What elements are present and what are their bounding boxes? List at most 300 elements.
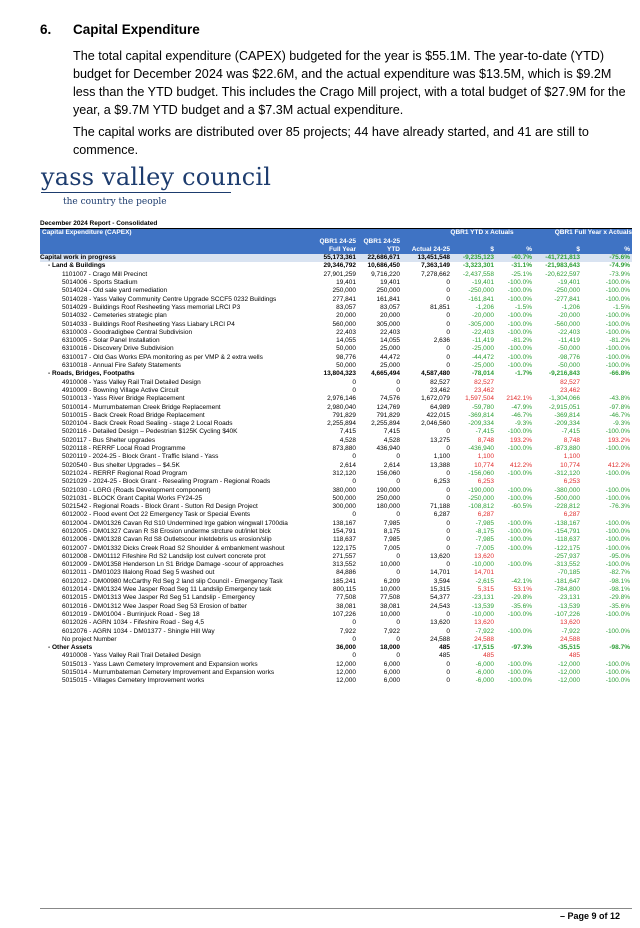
cell-fy: 19,401 (336, 279, 356, 287)
cell-p2: -100.0% (605, 279, 630, 287)
cell-v1: -3,323,301 (462, 262, 494, 270)
cell-ytd: 22,686,671 (367, 254, 400, 262)
cell-v1: 8,748 (477, 436, 494, 444)
cell-label: 6012076 - AGRN 1034 - DM01377 - Shingle Hill Way (62, 627, 215, 635)
cell-label: 6012016 - DM01312 Wee Jasper Road Seg 53 Erosion of batter (62, 602, 247, 610)
cell-v1: -11,419 (472, 337, 494, 345)
cell-v2: -13,539 (557, 602, 580, 610)
cell-fy: 122,175 (332, 544, 356, 552)
cell-act: 0 (446, 353, 450, 361)
cell-fy: 2,976,146 (327, 395, 356, 403)
cell-label: 5014033 - Buildings Roof Resheeting Yass Liabary LRCI P4 (62, 320, 235, 328)
cell-label: 4910008 - Yass Valley Rail Trail Detailed Design (62, 652, 201, 660)
table-row (40, 495, 632, 503)
cell-fy: 50,000 (336, 362, 356, 370)
cell-ytd: 44,472 (380, 353, 400, 361)
cell-fy: 873,880 (332, 445, 356, 453)
cell-ytd: 10,000 (380, 610, 400, 618)
cell-v1: -2,615 (475, 577, 494, 585)
cell-p2: -76.3% (609, 503, 630, 511)
cell-p2: -100.0% (605, 494, 630, 502)
cell-fy: 271,557 (332, 552, 356, 560)
cell-p1: -100.0% (507, 312, 532, 320)
cell-label: 5014024 - Old sale yard remediation (62, 287, 168, 295)
cell-act: 0 (446, 527, 450, 535)
cell-p1: -100.0% (507, 445, 532, 453)
cell-act: 0 (446, 610, 450, 618)
cell-act: 0 (446, 279, 450, 287)
cell-act: 7,363,149 (421, 262, 450, 270)
cell-p1: -100.0% (507, 353, 532, 361)
cell-ytd: 161,841 (376, 295, 400, 303)
cell-act: 81,851 (430, 303, 450, 311)
cell-label: 6310003 - Goodradigbee Central Subdivision (62, 328, 193, 336)
table-row (40, 586, 632, 594)
cell-p1: -40.7% (511, 254, 532, 262)
cell-v1: 10,774 (474, 461, 494, 469)
cell-ytd: 0 (396, 652, 400, 660)
cell-fy: 7,922 (339, 627, 356, 635)
table-band-row (40, 229, 632, 237)
cell-act: 0 (446, 519, 450, 527)
cell-fy: 0 (352, 386, 356, 394)
cell-v1: 24,588 (474, 635, 494, 643)
cell-v2: -9,216,843 (548, 370, 580, 378)
cell-p2: -35.6% (609, 602, 630, 610)
cell-label: 6310018 - Annual Fire Safety Statements (62, 362, 181, 370)
cell-v1: -7,922 (475, 627, 494, 635)
table-row (40, 420, 632, 428)
cell-label: 4910009 - Bowning Village Active Circuit (62, 386, 179, 394)
table-row (40, 470, 632, 478)
cell-act: 0 (446, 362, 450, 370)
col-actual: Actual 24-25 (411, 245, 450, 253)
cell-v2: -560,000 (554, 320, 580, 328)
cell-label: 5014032 - Cemeteries strategic plan (62, 312, 167, 320)
summary-paragraph: The total capital expenditure (CAPEX) budgeted for the year is $55.1M. The year-to-date (YTD) budget for December 2024 was $22.6M, and the actual expenditure was $13.5M, which is $9.2M less than the YTD budget. This includes the Crago Mill project, with a total budget of $27.9M for the year, a $9.7M YTD budget and a $7.3M actual expenditure. (73, 49, 626, 117)
cell-v2: -7,922 (561, 627, 580, 635)
cell-v2: 6,253 (563, 478, 580, 486)
cell-label: 6310016 - Discovery Drive Subdivision (62, 345, 174, 353)
cell-v1: -10,000 (471, 561, 494, 569)
cell-v2: -20,622,597 (545, 270, 580, 278)
cell-v1: -7,415 (475, 428, 494, 436)
cell-p1: -60.5% (511, 503, 532, 511)
section-number: 6. (40, 22, 52, 37)
cell-fy: 55,173,361 (323, 254, 356, 262)
cell-fy: 12,000 (336, 669, 356, 677)
section-title: Capital Expenditure (73, 22, 200, 37)
cell-v2: -1,206 (561, 303, 580, 311)
cell-label: - Other Assets (48, 644, 93, 652)
cell-p2: 193.2% (607, 436, 630, 444)
cell-v2: -312,120 (554, 469, 580, 477)
council-logo (41, 163, 272, 214)
cell-label: 5010013 - Yass River Bridge Replacement (62, 395, 185, 403)
cell-label: 5015013 - Yass Lawn Cemetery Improvement and Expansion works (62, 660, 258, 668)
cell-p2: -100.0% (605, 353, 630, 361)
cell-act: 3,594 (433, 577, 450, 585)
cell-ytd: 6,000 (383, 660, 400, 668)
cell-act: 0 (446, 295, 450, 303)
cell-v1: -6,000 (475, 677, 494, 685)
cell-p1: -100.0% (507, 428, 532, 436)
cell-fy: 83,057 (336, 303, 356, 311)
cell-act: 14,701 (430, 569, 450, 577)
cell-fy: 2,980,040 (327, 403, 356, 411)
cell-v2: 13,620 (560, 619, 580, 627)
cell-v2: -1,304,066 (548, 395, 580, 403)
cell-p2: -100.0% (605, 362, 630, 370)
col-full-year: Full Year (329, 245, 356, 253)
cell-v2: -41,721,813 (545, 254, 580, 262)
logo-tagline: the country the people (63, 197, 167, 207)
cell-ytd: 8,175 (383, 527, 400, 535)
cell-p1: -100.0% (507, 527, 532, 535)
table-row (40, 503, 632, 511)
table-row (40, 594, 632, 602)
cell-act: 0 (446, 469, 450, 477)
cell-p1: -100.0% (507, 494, 532, 502)
cell-act: 0 (446, 494, 450, 502)
cell-fy: 138,167 (332, 519, 356, 527)
cell-fy: 300,000 (332, 503, 356, 511)
table-row (40, 669, 632, 677)
cell-label: 5010015 - Back Creek Road Bridge Replacement (62, 411, 205, 419)
cell-v2: -23,131 (557, 594, 580, 602)
cell-fy: 12,000 (336, 660, 356, 668)
table-row (40, 445, 632, 453)
cell-act: 422,015 (426, 411, 450, 419)
cell-ytd: 250,000 (376, 494, 400, 502)
cell-act: 13,388 (430, 461, 450, 469)
cell-p1: -100.0% (507, 544, 532, 552)
cell-p1: -81.2% (511, 337, 532, 345)
cell-ytd: 38,081 (380, 602, 400, 610)
col-top-ytd: QBR1 24-25 (363, 237, 400, 245)
col-ytd-percent: % (526, 245, 532, 253)
col-ytd-variance: $ (490, 245, 494, 253)
cell-v1: -22,403 (471, 328, 494, 336)
cell-fy: 98,776 (336, 353, 356, 361)
cell-p2: -43.8% (609, 395, 630, 403)
cell-v1: -436,940 (468, 445, 494, 453)
cell-p1: -100.0% (507, 469, 532, 477)
cell-p1: -97.3% (511, 644, 532, 652)
cell-p1: 412.2% (509, 461, 532, 469)
projects-paragraph: The capital works are distributed over 85 projects; 44 have already started, and 41 are still to commence. (73, 125, 589, 157)
table-row (40, 478, 632, 486)
cell-label: 5021542 - Regional Roads - Block Grant - Sutton Rd Design Project (62, 503, 258, 511)
capex-table (40, 220, 632, 686)
cell-v2: -380,000 (554, 486, 580, 494)
cell-v2: 23,462 (560, 386, 580, 394)
cell-act: 0 (446, 345, 450, 353)
cell-fy: 800,115 (332, 586, 356, 594)
cell-v1: -1,206 (475, 303, 494, 311)
cell-v2: -12,000 (557, 660, 580, 668)
cell-v1: -59,780 (471, 403, 494, 411)
cell-label: 6310005 - Solar Panel Installation (62, 337, 160, 345)
cell-ytd: 0 (396, 619, 400, 627)
cell-v1: -10,000 (471, 610, 494, 618)
cell-p1: -100.0% (507, 295, 532, 303)
cell-v1: -161,841 (468, 295, 494, 303)
table-row (40, 296, 632, 304)
cell-ytd: 7,922 (383, 627, 400, 635)
cell-v2: -313,552 (554, 561, 580, 569)
cell-v2: -873,880 (554, 445, 580, 453)
cell-p1: -31.1% (511, 262, 532, 270)
cell-v1: -9,235,123 (462, 254, 494, 262)
cell-label: 5021029 - 2024-25 - Block Grant - Resealing Program - Regional Roads (62, 478, 271, 486)
cell-v2: 82,527 (560, 378, 580, 386)
table-row (40, 603, 632, 611)
cell-label: 5021031 - BLOCK Grant Capital Works FY24-25 (62, 494, 203, 502)
table-row (40, 337, 632, 345)
cell-fy: 791,829 (332, 411, 356, 419)
cell-act: 0 (446, 660, 450, 668)
cell-p2: -100.0% (605, 345, 630, 353)
cell-v2: -500,000 (554, 494, 580, 502)
cell-v1: -8,175 (475, 527, 494, 535)
cell-p2: -66.8% (609, 370, 630, 378)
cell-v1: -25,000 (471, 362, 494, 370)
cell-label: 5015015 - Villages Cemetery Improvement works (62, 677, 205, 685)
cell-fy: 7,415 (339, 428, 356, 436)
cell-v2: -154,791 (554, 527, 580, 535)
cell-p1: -25.1% (511, 270, 532, 278)
cell-ytd: 10,000 (380, 586, 400, 594)
cell-ytd: 0 (396, 386, 400, 394)
column-header-top-row (40, 238, 632, 246)
column-header-row (40, 246, 632, 254)
cell-label: - Roads, Bridges, Footpaths (48, 370, 135, 378)
cell-p2: -100.0% (605, 627, 630, 635)
cell-v1: 14,701 (474, 569, 494, 577)
cell-v2: -98,776 (557, 353, 580, 361)
cell-v2: -20,000 (557, 312, 580, 320)
cell-v2: -107,226 (554, 610, 580, 618)
table-row (40, 379, 632, 387)
cell-act: 7,278,662 (421, 270, 450, 278)
logo-rule (41, 192, 231, 193)
cell-fy: 277,841 (332, 295, 356, 303)
cell-v2: -2,915,051 (548, 403, 580, 411)
cell-ytd: 0 (396, 552, 400, 560)
cell-p1: -1.5% (515, 303, 532, 311)
cell-p2: -100.0% (605, 486, 630, 494)
report-title-row (40, 220, 632, 229)
cell-fy: 0 (352, 619, 356, 627)
cell-label: 6012008 - DM01112 Fifeshire Rd S2 Landslip lost culvert concrete prot (62, 552, 266, 560)
cell-ytd: 77,508 (380, 594, 400, 602)
table-row (40, 545, 632, 553)
cell-v2: -118,637 (554, 536, 580, 544)
cell-label: 5020540 - Bus shelter Upgrades – $4.5K (62, 461, 180, 469)
cell-p2: -100.0% (605, 469, 630, 477)
cell-act: 0 (446, 486, 450, 494)
table-row (40, 428, 632, 436)
cell-v1: -23,131 (471, 594, 494, 602)
cell-fy: 0 (352, 652, 356, 660)
table-row (40, 453, 632, 461)
cell-ytd: 7,415 (383, 428, 400, 436)
cell-fy: 2,255,894 (327, 420, 356, 428)
cell-label: 5020119 - 2024-25 - Block Grant - Traffic Island - Yass (62, 453, 219, 461)
cell-label: - Land & Buildings (48, 262, 106, 270)
table-row (40, 553, 632, 561)
table-row (40, 677, 632, 685)
cell-p2: -29.8% (609, 594, 630, 602)
cell-p2: -100.0% (605, 287, 630, 295)
cell-ytd: 7,005 (383, 544, 400, 552)
cell-v2: 10,774 (560, 461, 580, 469)
cell-label: 6012005 - DM01327 Cavan R S8 Erosion underme strcture out/inlet blck (62, 527, 271, 535)
cell-fy: 0 (352, 453, 356, 461)
cell-label: 4910008 - Yass Valley Rail Trail Detailed Design (62, 378, 201, 386)
table-row (40, 520, 632, 528)
cell-p1: -29.8% (511, 594, 532, 602)
cell-p2: -97.8% (609, 403, 630, 411)
cell-fy: 50,000 (336, 345, 356, 353)
cell-act: 13,620 (430, 552, 450, 560)
cell-act: 485 (439, 652, 450, 660)
table-row (40, 354, 632, 362)
cell-fy: 250,000 (332, 287, 356, 295)
cell-act: 6,287 (433, 511, 450, 519)
cell-v1: -190,000 (468, 486, 494, 494)
cell-act: 0 (446, 536, 450, 544)
cell-label: 5010014 - Murrumbateman Creek Bridge Replacement (62, 403, 221, 411)
cell-ytd: 10,000 (380, 561, 400, 569)
cell-act: 2,046,560 (421, 420, 450, 428)
cell-v2: -22,403 (557, 328, 580, 336)
col-ytd: YTD (387, 245, 400, 253)
cell-ytd: 22,403 (380, 328, 400, 336)
cell-v1: -6,000 (475, 660, 494, 668)
cell-act: 0 (446, 428, 450, 436)
cell-v1: 1,100 (477, 453, 494, 461)
cell-p1: 2142.1% (506, 395, 532, 403)
cell-ytd: 7,985 (383, 536, 400, 544)
cell-p2: -82.7% (609, 569, 630, 577)
cell-fy: 20,000 (336, 312, 356, 320)
cell-v2: 8,748 (563, 436, 580, 444)
cell-p2: -100.0% (605, 610, 630, 618)
cell-ytd: 791,829 (376, 411, 400, 419)
cell-label: 1101007 - Crago Mill Precinct (62, 270, 148, 278)
cell-act: 24,543 (430, 602, 450, 610)
cell-v1: -20,000 (471, 312, 494, 320)
cell-ytd: 436,940 (376, 445, 400, 453)
cell-fy: 84,886 (336, 569, 356, 577)
table-row (40, 644, 632, 652)
cell-v1: 5,315 (477, 586, 494, 594)
table-row (40, 271, 632, 279)
cell-v2: 24,588 (560, 635, 580, 643)
cell-v1: -19,401 (471, 279, 494, 287)
table-row (40, 404, 632, 412)
cell-v1: 13,620 (474, 552, 494, 560)
cell-act: 71,188 (430, 503, 450, 511)
cell-ytd: 2,255,894 (371, 420, 400, 428)
table-row (40, 370, 632, 378)
cell-p2: -100.0% (605, 295, 630, 303)
cell-v1: -78,014 (471, 370, 494, 378)
cell-p1: -100.0% (507, 561, 532, 569)
cell-label: 5021030 - LGRG (Roads Development component) (62, 486, 211, 494)
cell-p1: -100.0% (507, 320, 532, 328)
table-row (40, 511, 632, 519)
cell-act: 13,275 (430, 436, 450, 444)
cell-fy: 185,241 (332, 577, 356, 585)
table-row (40, 619, 632, 627)
cell-p1: -100.0% (507, 677, 532, 685)
cell-p2: -100.0% (605, 445, 630, 453)
cell-ytd: 25,000 (380, 345, 400, 353)
cell-v1: -7,005 (475, 544, 494, 552)
cell-p2: -81.2% (609, 337, 630, 345)
table-row (40, 387, 632, 395)
cell-act: 1,672,079 (421, 395, 450, 403)
cell-fy: 38,081 (336, 602, 356, 610)
cell-ytd: 74,576 (380, 395, 400, 403)
cell-fy: 500,000 (332, 494, 356, 502)
cell-ytd: 6,000 (383, 669, 400, 677)
cell-v1: -156,060 (468, 469, 494, 477)
cell-label: 6012006 - DM01328 Cavan Rd S8 Outletscour inletdebris us erosion/slip (62, 536, 272, 544)
cell-fy: 0 (352, 478, 356, 486)
table-row (40, 279, 632, 287)
cell-v2: -138,167 (554, 519, 580, 527)
cell-act: 24,588 (430, 635, 450, 643)
cell-label: 6012026 - AGRN 1034 - Fifeshire Road - Seg 4,5 (62, 619, 204, 627)
cell-v2: -21,983,643 (545, 262, 580, 270)
cell-ytd: 4,665,494 (371, 370, 400, 378)
cell-p1: -47.9% (511, 403, 532, 411)
cell-v2: -209,334 (554, 420, 580, 428)
cell-v2: -70,185 (557, 569, 580, 577)
cell-v1: 13,620 (474, 619, 494, 627)
cell-v1: 23,462 (474, 386, 494, 394)
cell-v1: -2,437,558 (462, 270, 494, 278)
table-row (40, 287, 632, 295)
cell-label: 5020117 - Bus Shelter upgrades (62, 436, 156, 444)
cell-v1: -369,814 (468, 411, 494, 419)
cell-v1: -13,539 (471, 602, 494, 610)
cell-v2: -250,000 (554, 287, 580, 295)
cell-fy: 12,000 (336, 677, 356, 685)
cell-label: 5020116 - Detailed Design – Pedestrian $125K Cycling $40K (62, 428, 238, 436)
cell-label: 6310017 - Old Gas Works EPA monitoring as per VMP & 2 extra wells (62, 353, 263, 361)
cell-label: 6012009 - DM01358 Henderson Ln S1 Bridge Damage -scour of approaches (62, 561, 284, 569)
cell-ytd: 124,769 (376, 403, 400, 411)
cell-act: 0 (446, 627, 450, 635)
cell-p2: -100.0% (605, 312, 630, 320)
cell-ytd: 9,716,220 (371, 270, 400, 278)
cell-fy: 118,637 (332, 536, 356, 544)
col-fy-variance: $ (576, 245, 580, 253)
cell-p1: -100.0% (507, 486, 532, 494)
cell-v2: 1,100 (563, 453, 580, 461)
cell-v2: -19,401 (557, 279, 580, 287)
cell-p2: -9.3% (613, 420, 630, 428)
cell-v1: 1,597,504 (465, 395, 494, 403)
cell-p2: -73.9% (609, 270, 630, 278)
cell-act: 0 (446, 561, 450, 569)
cell-ytd: 20,000 (380, 312, 400, 320)
